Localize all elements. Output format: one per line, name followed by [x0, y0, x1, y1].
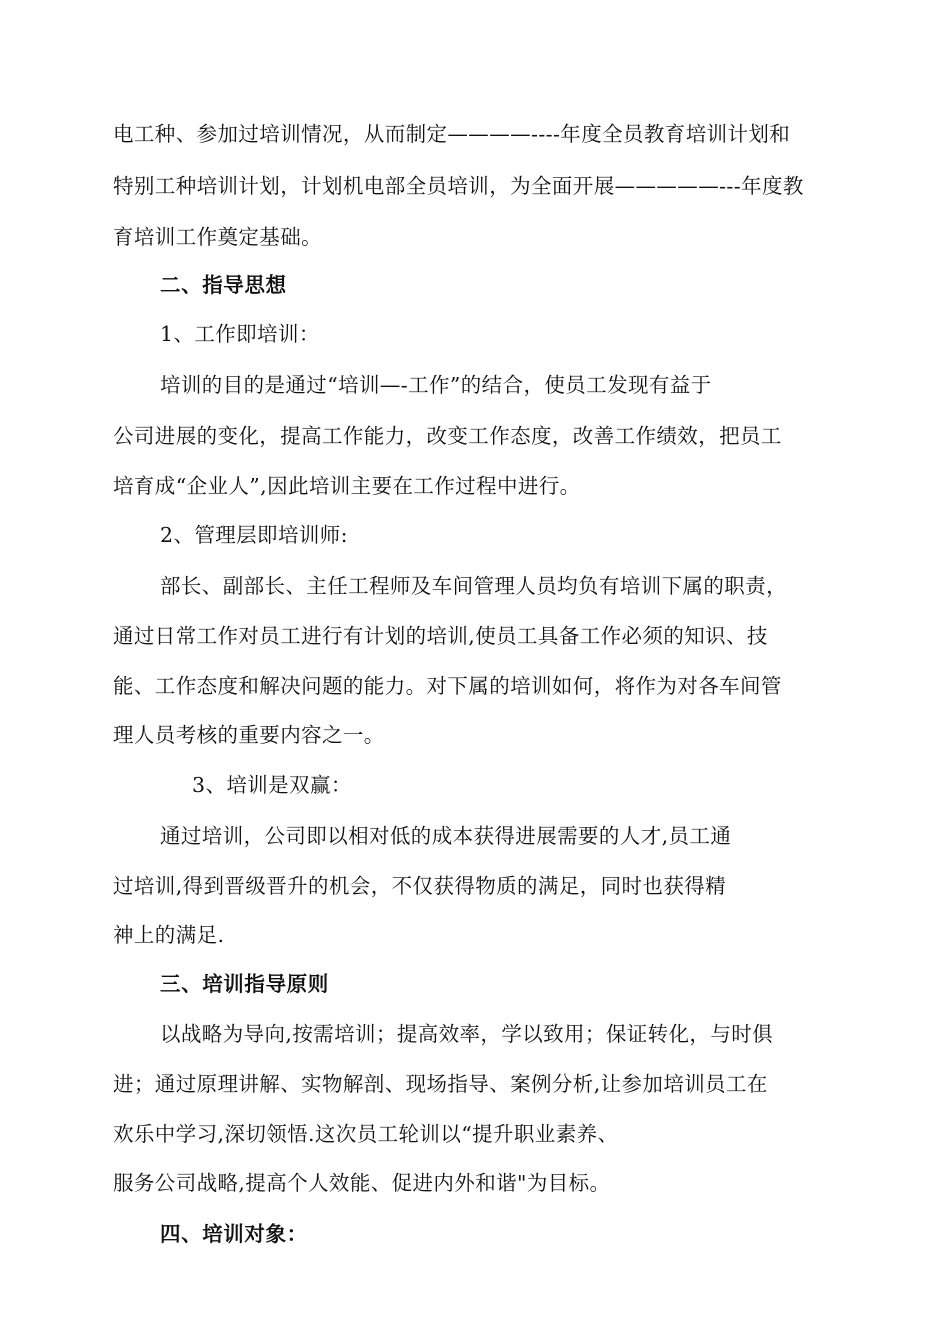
body-text-line: 进；通过原理讲解、实物解剖、现场指导、案例分析,让参加培训员工在: [113, 1072, 768, 1096]
body-text-line: 理人员考核的重要内容之一。: [113, 723, 385, 747]
body-text-line: 公司进展的变化，提高工作能力，改变工作态度，改善工作绩效，把员工: [113, 424, 782, 448]
body-text-line: 培育成“企业人”,因此培训主要在工作过程中进行。: [113, 474, 581, 498]
subsection-heading: 1、工作即培训：: [160, 322, 320, 346]
body-text-line: 育培训工作奠定基础。: [113, 225, 322, 249]
body-text-line: 培训的目的是通过“培训—-工作”的结合，使员工发现有益于: [160, 373, 712, 397]
section-heading-guiding-ideology: 二、指导思想: [160, 273, 287, 297]
body-text-line: 以战略为导向,按需培训；提高效率，学以致用；保证转化，与时俱: [160, 1022, 774, 1046]
subsection-heading: 2、管理层即培训师:: [160, 523, 348, 547]
body-text-line: 欢乐中学习,深切领悟.这次员工轮训以“提升职业素养、: [113, 1122, 619, 1146]
body-text-line: 神上的满足.: [113, 923, 225, 947]
section-heading-training-principles: 三、培训指导原则: [160, 972, 329, 996]
body-text-line: 通过日常工作对员工进行有计划的培训,使员工具备工作必须的知识、技: [113, 624, 768, 648]
body-text-line: 部长、副部长、主任工程师及车间管理人员均负有培训下属的职责，: [160, 574, 787, 598]
subsection-heading: 3、培训是双赢：: [192, 773, 352, 797]
section-heading-training-targets: 四、培训对象：: [160, 1222, 308, 1246]
body-text-line: 特别工种培训计划，计划机电部全员培训，为全面开展—————---年度教: [113, 174, 804, 198]
body-text-line: 电工种、参加过培训情况，从而制定————----年度全员教育培训计划和: [113, 122, 791, 146]
body-text-line: 能、工作态度和解决问题的能力。对下属的培训如何，将作为对各车间管: [113, 674, 782, 698]
body-text-line: 过培训,得到晋级晋升的机会，不仅获得物质的满足，同时也获得精: [113, 874, 727, 898]
body-text-line: 通过培训，公司即以相对低的成本获得进展需要的人才,员工通: [160, 824, 732, 848]
body-text-line: 服务公司战略,提高个人效能、促进内外和谐"为目标。: [113, 1171, 611, 1195]
